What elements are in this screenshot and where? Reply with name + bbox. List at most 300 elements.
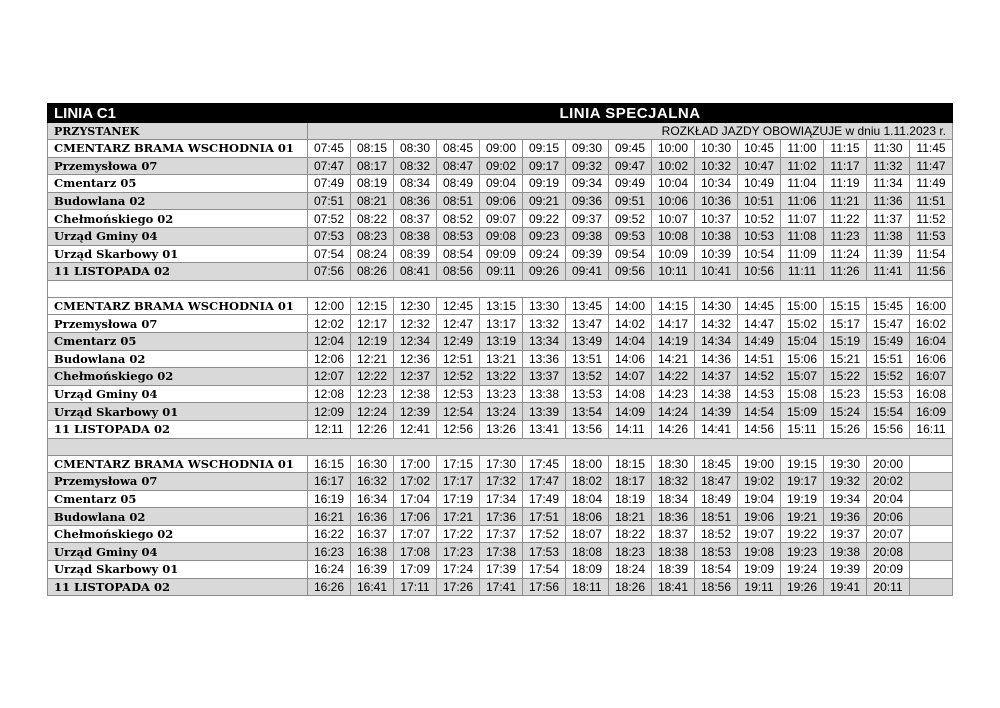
table-row xyxy=(48,350,953,368)
departure-time: 10:56 xyxy=(738,263,781,281)
departure-time: 13:52 xyxy=(566,368,609,386)
departure-time: 12:54 xyxy=(437,403,480,421)
departure-time: 08:53 xyxy=(437,227,480,245)
departure-time: 15:11 xyxy=(781,420,824,438)
departure-time: 12:23 xyxy=(351,385,394,403)
departure-time: 19:34 xyxy=(824,490,867,508)
departure-time: 14:26 xyxy=(652,420,695,438)
departure-time: 18:37 xyxy=(652,525,695,543)
departure-time: 13:56 xyxy=(566,420,609,438)
departure-time: 08:45 xyxy=(437,140,480,158)
departure-time: 20:02 xyxy=(867,473,910,491)
departure-time: 18:00 xyxy=(566,455,609,473)
departure-time: 16:21 xyxy=(308,508,351,526)
departure-time: 12:38 xyxy=(394,385,437,403)
stop-name: Urząd Skarbowy 01 xyxy=(48,561,308,579)
departure-time: 15:02 xyxy=(781,315,824,333)
stop-name: Budowlana 02 xyxy=(48,508,308,526)
timetable xyxy=(47,103,953,596)
table-row xyxy=(48,175,953,193)
departure-time: 15:56 xyxy=(867,420,910,438)
departure-time: 08:47 xyxy=(437,157,480,175)
departure-time: 14:15 xyxy=(652,297,695,315)
departure-time: 18:53 xyxy=(695,543,738,561)
departure-time: 11:23 xyxy=(824,227,867,245)
departure-time: 12:24 xyxy=(351,403,394,421)
departure-time: 11:11 xyxy=(781,263,824,281)
departure-time: 11:32 xyxy=(867,157,910,175)
departure-time: 14:19 xyxy=(652,332,695,350)
departure-time: 19:04 xyxy=(738,490,781,508)
departure-time: 13:37 xyxy=(523,368,566,386)
departure-time: 14:24 xyxy=(652,403,695,421)
departure-time: 18:47 xyxy=(695,473,738,491)
departure-time: 08:23 xyxy=(351,227,394,245)
departure-time: 09:32 xyxy=(566,157,609,175)
departure-time: 11:08 xyxy=(781,227,824,245)
departure-time: 14:49 xyxy=(738,332,781,350)
departure-time: 14:22 xyxy=(652,368,695,386)
departure-time: 17:49 xyxy=(523,490,566,508)
departure-time: 12:07 xyxy=(308,368,351,386)
departure-time: 07:49 xyxy=(308,175,351,193)
departure-time: 17:06 xyxy=(394,508,437,526)
departure-time: 19:36 xyxy=(824,508,867,526)
departure-time: 18:23 xyxy=(609,543,652,561)
departure-time: 20:09 xyxy=(867,561,910,579)
departure-time: 14:38 xyxy=(695,385,738,403)
departure-time: 08:51 xyxy=(437,192,480,210)
departure-time: 18:41 xyxy=(652,578,695,596)
departure-time: 20:11 xyxy=(867,578,910,596)
departure-time: 17:22 xyxy=(437,525,480,543)
departure-time: 17:23 xyxy=(437,543,480,561)
departure-time: 16:04 xyxy=(910,332,953,350)
departure-time: 13:30 xyxy=(523,297,566,315)
departure-time: 11:02 xyxy=(781,157,824,175)
departure-time: 18:26 xyxy=(609,578,652,596)
departure-time: 09:07 xyxy=(480,210,523,228)
departure-time: 09:19 xyxy=(523,175,566,193)
departure-time: 17:47 xyxy=(523,473,566,491)
table-row xyxy=(48,473,953,491)
departure-time: 19:21 xyxy=(781,508,824,526)
departure-time: 19:07 xyxy=(738,525,781,543)
table-row xyxy=(48,192,953,210)
departure-time: 09:47 xyxy=(609,157,652,175)
departure-time: 16:23 xyxy=(308,543,351,561)
departure-time: 14:00 xyxy=(609,297,652,315)
departure-time: 17:11 xyxy=(394,578,437,596)
stop-name: Urząd Skarbowy 01 xyxy=(48,403,308,421)
departure-time: 12:36 xyxy=(394,350,437,368)
departure-time: 16:06 xyxy=(910,350,953,368)
departure-time: 17:34 xyxy=(480,490,523,508)
departure-time: 14:30 xyxy=(695,297,738,315)
departure-time: 16:34 xyxy=(351,490,394,508)
departure-time: 15:07 xyxy=(781,368,824,386)
departure-time: 11:37 xyxy=(867,210,910,228)
stop-name: CMENTARZ BRAMA WSCHODNIA 01 xyxy=(48,455,308,473)
departure-time: 14:52 xyxy=(738,368,781,386)
departure-time: 16:17 xyxy=(308,473,351,491)
departure-time: 12:15 xyxy=(351,297,394,315)
departure-time: 10:08 xyxy=(652,227,695,245)
departure-time: 11:17 xyxy=(824,157,867,175)
departure-time: 11:49 xyxy=(910,175,953,193)
departure-time: 09:15 xyxy=(523,140,566,158)
departure-time: 19:39 xyxy=(824,561,867,579)
departure-time: 09:02 xyxy=(480,157,523,175)
departure-time: 14:02 xyxy=(609,315,652,333)
departure-time: 11:54 xyxy=(910,245,953,263)
departure-time: 09:41 xyxy=(566,263,609,281)
departure-time: 09:24 xyxy=(523,245,566,263)
departure-time: 13:39 xyxy=(523,403,566,421)
departure-time: 11:53 xyxy=(910,227,953,245)
departure-time: 15:09 xyxy=(781,403,824,421)
departure-time: 09:11 xyxy=(480,263,523,281)
departure-time: 08:26 xyxy=(351,263,394,281)
departure-time: 18:36 xyxy=(652,508,695,526)
departure-time: 19:02 xyxy=(738,473,781,491)
table-row xyxy=(48,525,953,543)
departure-time: 16:11 xyxy=(910,420,953,438)
table-row xyxy=(48,245,953,263)
departure-time: 18:32 xyxy=(652,473,695,491)
departure-time: 12:45 xyxy=(437,297,480,315)
departure-time: 16:19 xyxy=(308,490,351,508)
departure-time: 18:52 xyxy=(695,525,738,543)
departure-time: 14:37 xyxy=(695,368,738,386)
departure-time: 16:38 xyxy=(351,543,394,561)
departure-time: 19:09 xyxy=(738,561,781,579)
departure-time: 12:21 xyxy=(351,350,394,368)
departure-time: 19:11 xyxy=(738,578,781,596)
departure-time: 17:26 xyxy=(437,578,480,596)
departure-time: 15:52 xyxy=(867,368,910,386)
stop-name: Chełmońskiego 02 xyxy=(48,210,308,228)
departure-time: 09:17 xyxy=(523,157,566,175)
departure-time: 18:34 xyxy=(652,490,695,508)
table-row xyxy=(48,385,953,403)
departure-time xyxy=(910,508,953,526)
departure-time: 13:15 xyxy=(480,297,523,315)
departure-time: 13:49 xyxy=(566,332,609,350)
departure-time: 13:45 xyxy=(566,297,609,315)
departure-time: 10:32 xyxy=(695,157,738,175)
departure-time: 09:37 xyxy=(566,210,609,228)
departure-time: 13:41 xyxy=(523,420,566,438)
departure-time: 10:30 xyxy=(695,140,738,158)
departure-time: 11:52 xyxy=(910,210,953,228)
departure-time: 18:15 xyxy=(609,455,652,473)
departure-time: 11:24 xyxy=(824,245,867,263)
departure-time: 17:36 xyxy=(480,508,523,526)
stop-name: Chełmońskiego 02 xyxy=(48,525,308,543)
departure-time: 16:30 xyxy=(351,455,394,473)
block-separator xyxy=(48,438,953,455)
departure-time: 11:36 xyxy=(867,192,910,210)
departure-time: 11:56 xyxy=(910,263,953,281)
departure-time: 14:23 xyxy=(652,385,695,403)
stop-name: 11 LISTOPADA 02 xyxy=(48,420,308,438)
departure-time: 10:11 xyxy=(652,263,695,281)
departure-time xyxy=(910,490,953,508)
departure-time: 17:38 xyxy=(480,543,523,561)
stop-name: Budowlana 02 xyxy=(48,192,308,210)
table-row xyxy=(48,140,953,158)
departure-time: 11:30 xyxy=(867,140,910,158)
departure-time: 17:32 xyxy=(480,473,523,491)
departure-time: 16:08 xyxy=(910,385,953,403)
departure-time: 14:39 xyxy=(695,403,738,421)
departure-time: 19:15 xyxy=(781,455,824,473)
departure-time: 07:54 xyxy=(308,245,351,263)
departure-time: 16:15 xyxy=(308,455,351,473)
departure-time: 17:51 xyxy=(523,508,566,526)
departure-time: 09:09 xyxy=(480,245,523,263)
departure-time: 13:38 xyxy=(523,385,566,403)
departure-time: 12:17 xyxy=(351,315,394,333)
departure-time: 11:15 xyxy=(824,140,867,158)
departure-time: 09:36 xyxy=(566,192,609,210)
departure-time: 20:08 xyxy=(867,543,910,561)
departure-time: 16:07 xyxy=(910,368,953,386)
departure-time: 12:08 xyxy=(308,385,351,403)
departure-time: 14:56 xyxy=(738,420,781,438)
timetable-title: LINIA SPECJALNA xyxy=(308,104,953,123)
validity-note: ROZKŁAD JAZDY OBOWIĄZUJE w dniu 1.11.2023 r. xyxy=(308,123,953,140)
departure-time: 17:41 xyxy=(480,578,523,596)
departure-time: 14:06 xyxy=(609,350,652,368)
departure-time: 19:00 xyxy=(738,455,781,473)
departure-time: 10:07 xyxy=(652,210,695,228)
departure-time: 09:04 xyxy=(480,175,523,193)
departure-time: 15:06 xyxy=(781,350,824,368)
departure-time: 17:00 xyxy=(394,455,437,473)
departure-time xyxy=(910,455,953,473)
table-row xyxy=(48,297,953,315)
departure-time: 18:30 xyxy=(652,455,695,473)
departure-time: 10:00 xyxy=(652,140,695,158)
departure-time: 11:47 xyxy=(910,157,953,175)
table-row xyxy=(48,263,953,281)
departure-time: 15:15 xyxy=(824,297,867,315)
block-separator xyxy=(48,280,953,297)
departure-time: 09:49 xyxy=(609,175,652,193)
departure-time: 20:00 xyxy=(867,455,910,473)
separator-cell xyxy=(48,438,953,455)
stop-name: 11 LISTOPADA 02 xyxy=(48,263,308,281)
departure-time: 10:52 xyxy=(738,210,781,228)
departure-time: 14:47 xyxy=(738,315,781,333)
departure-time: 17:37 xyxy=(480,525,523,543)
departure-time: 09:08 xyxy=(480,227,523,245)
departure-time: 19:30 xyxy=(824,455,867,473)
departure-time: 12:11 xyxy=(308,420,351,438)
departure-time: 12:26 xyxy=(351,420,394,438)
departure-time: 07:47 xyxy=(308,157,351,175)
departure-time: 10:49 xyxy=(738,175,781,193)
table-row xyxy=(48,490,953,508)
departure-time: 15:45 xyxy=(867,297,910,315)
departure-time: 20:04 xyxy=(867,490,910,508)
departure-time: 12:37 xyxy=(394,368,437,386)
departure-time: 15:21 xyxy=(824,350,867,368)
departure-time: 17:09 xyxy=(394,561,437,579)
departure-time: 12:02 xyxy=(308,315,351,333)
stop-name: Chełmońskiego 02 xyxy=(48,368,308,386)
departure-time: 08:21 xyxy=(351,192,394,210)
departure-time: 12:52 xyxy=(437,368,480,386)
departure-time: 12:09 xyxy=(308,403,351,421)
stop-name: CMENTARZ BRAMA WSCHODNIA 01 xyxy=(48,297,308,315)
departure-time: 11:04 xyxy=(781,175,824,193)
departure-time: 12:53 xyxy=(437,385,480,403)
subheader-row xyxy=(48,123,953,140)
departure-time: 15:08 xyxy=(781,385,824,403)
departure-time: 17:15 xyxy=(437,455,480,473)
departure-time: 13:19 xyxy=(480,332,523,350)
departure-time: 16:26 xyxy=(308,578,351,596)
stop-name: Budowlana 02 xyxy=(48,350,308,368)
table-row xyxy=(48,455,953,473)
departure-time: 14:08 xyxy=(609,385,652,403)
departure-time: 16:36 xyxy=(351,508,394,526)
departure-time: 13:53 xyxy=(566,385,609,403)
departure-time: 18:09 xyxy=(566,561,609,579)
departure-time: 19:37 xyxy=(824,525,867,543)
departure-time: 08:22 xyxy=(351,210,394,228)
departure-time: 17:54 xyxy=(523,561,566,579)
departure-time: 10:45 xyxy=(738,140,781,158)
departure-time: 18:54 xyxy=(695,561,738,579)
departure-time: 19:08 xyxy=(738,543,781,561)
departure-time: 13:34 xyxy=(523,332,566,350)
departure-time: 07:51 xyxy=(308,192,351,210)
departure-time: 18:02 xyxy=(566,473,609,491)
departure-time: 09:53 xyxy=(609,227,652,245)
departure-time: 16:09 xyxy=(910,403,953,421)
table-row xyxy=(48,368,953,386)
departure-time: 08:41 xyxy=(394,263,437,281)
departure-time: 18:21 xyxy=(609,508,652,526)
departure-time: 19:26 xyxy=(781,578,824,596)
departure-time: 14:45 xyxy=(738,297,781,315)
departure-time: 16:22 xyxy=(308,525,351,543)
departure-time: 12:49 xyxy=(437,332,480,350)
table-row xyxy=(48,508,953,526)
departure-time: 09:51 xyxy=(609,192,652,210)
departure-time: 17:45 xyxy=(523,455,566,473)
departure-time: 08:38 xyxy=(394,227,437,245)
departure-time: 12:30 xyxy=(394,297,437,315)
departure-time: 09:00 xyxy=(480,140,523,158)
departure-time: 11:51 xyxy=(910,192,953,210)
departure-time: 14:34 xyxy=(695,332,738,350)
departure-time: 16:37 xyxy=(351,525,394,543)
departure-time: 15:24 xyxy=(824,403,867,421)
departure-time: 14:53 xyxy=(738,385,781,403)
departure-time: 16:24 xyxy=(308,561,351,579)
departure-time: 12:19 xyxy=(351,332,394,350)
departure-time: 17:04 xyxy=(394,490,437,508)
departure-time: 11:26 xyxy=(824,263,867,281)
departure-time: 11:22 xyxy=(824,210,867,228)
departure-time: 12:34 xyxy=(394,332,437,350)
departure-time: 11:41 xyxy=(867,263,910,281)
departure-time: 16:00 xyxy=(910,297,953,315)
departure-time: 15:47 xyxy=(867,315,910,333)
departure-time: 10:37 xyxy=(695,210,738,228)
departure-time: 10:38 xyxy=(695,227,738,245)
departure-time: 10:04 xyxy=(652,175,695,193)
departure-time: 17:21 xyxy=(437,508,480,526)
departure-time: 11:19 xyxy=(824,175,867,193)
departure-time: 14:11 xyxy=(609,420,652,438)
departure-time: 19:19 xyxy=(781,490,824,508)
departure-time: 19:06 xyxy=(738,508,781,526)
line-name: LINIA C1 xyxy=(48,104,308,123)
departure-time: 17:19 xyxy=(437,490,480,508)
departure-time: 11:09 xyxy=(781,245,824,263)
departure-time: 20:06 xyxy=(867,508,910,526)
departure-time: 09:52 xyxy=(609,210,652,228)
departure-time xyxy=(910,561,953,579)
departure-time: 16:39 xyxy=(351,561,394,579)
departure-time: 15:51 xyxy=(867,350,910,368)
departure-time: 10:47 xyxy=(738,157,781,175)
departure-time: 19:22 xyxy=(781,525,824,543)
departure-time: 12:39 xyxy=(394,403,437,421)
departure-time: 11:07 xyxy=(781,210,824,228)
header-row xyxy=(48,104,953,123)
departure-time: 13:47 xyxy=(566,315,609,333)
departure-time: 18:39 xyxy=(652,561,695,579)
departure-time: 10:02 xyxy=(652,157,695,175)
departure-time: 15:22 xyxy=(824,368,867,386)
departure-time: 15:53 xyxy=(867,385,910,403)
departure-time: 13:36 xyxy=(523,350,566,368)
departure-time: 19:24 xyxy=(781,561,824,579)
departure-time: 12:41 xyxy=(394,420,437,438)
departure-time xyxy=(910,473,953,491)
departure-time: 18:17 xyxy=(609,473,652,491)
departure-time: 14:32 xyxy=(695,315,738,333)
departure-time: 19:17 xyxy=(781,473,824,491)
stop-name: Urząd Skarbowy 01 xyxy=(48,245,308,263)
stop-name: 11 LISTOPADA 02 xyxy=(48,578,308,596)
departure-time: 08:32 xyxy=(394,157,437,175)
departure-time: 08:56 xyxy=(437,263,480,281)
departure-time xyxy=(910,543,953,561)
departure-time: 11:00 xyxy=(781,140,824,158)
departure-time: 11:21 xyxy=(824,192,867,210)
departure-time: 13:23 xyxy=(480,385,523,403)
departure-time: 15:17 xyxy=(824,315,867,333)
departure-time: 16:41 xyxy=(351,578,394,596)
departure-time: 18:49 xyxy=(695,490,738,508)
departure-time: 19:23 xyxy=(781,543,824,561)
departure-time: 12:32 xyxy=(394,315,437,333)
departure-time: 12:06 xyxy=(308,350,351,368)
departure-time: 08:49 xyxy=(437,175,480,193)
departure-time: 17:39 xyxy=(480,561,523,579)
departure-time: 14:21 xyxy=(652,350,695,368)
table-row xyxy=(48,332,953,350)
stop-name: Cmentarz 05 xyxy=(48,332,308,350)
